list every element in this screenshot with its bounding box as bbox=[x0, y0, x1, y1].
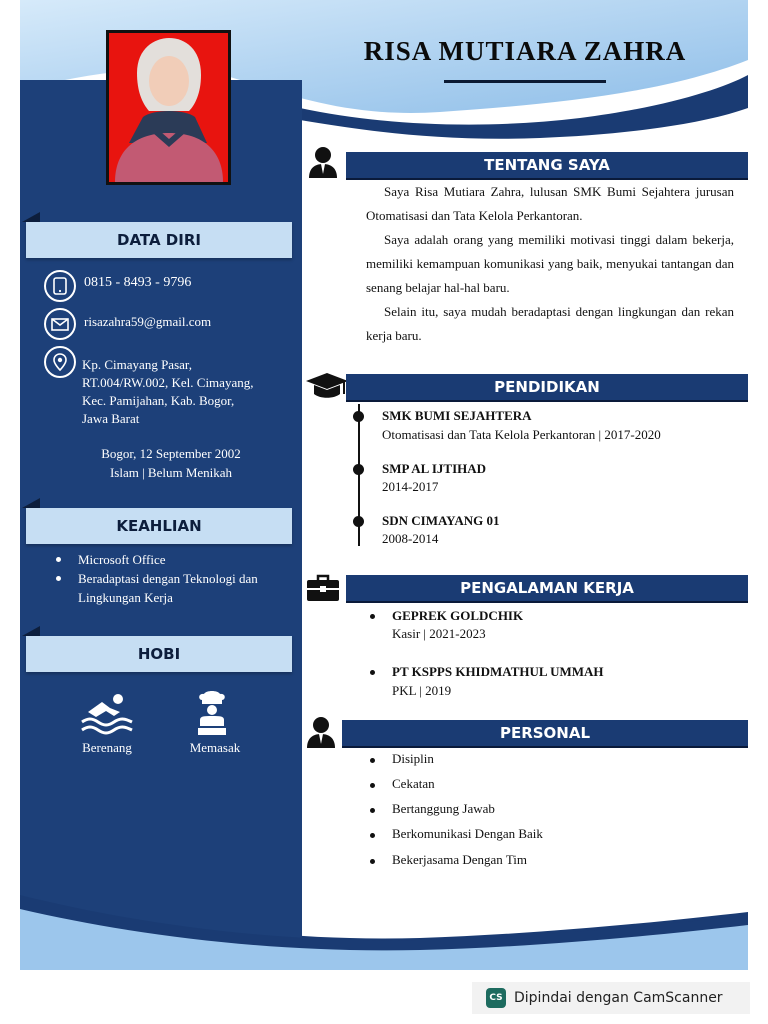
personal-trait: Bekerjasama Dengan Tim bbox=[392, 852, 528, 867]
camscanner-watermark bbox=[472, 982, 750, 1014]
list-bullet bbox=[370, 670, 375, 675]
personal-trait: Berkomunikasi Dengan Baik bbox=[392, 826, 543, 841]
address-line: Jawa Barat bbox=[82, 411, 140, 426]
school-detail: Otomatisasi dan Tata Kelola Perkantoran | 2017-2020 bbox=[382, 427, 661, 442]
address-line: RT.004/RW.002, Kel. Cimayang, bbox=[82, 375, 254, 390]
timeline-dot bbox=[353, 411, 364, 422]
job-title: GEPREK GOLDCHIK bbox=[392, 608, 524, 623]
section-keahlian-heading: KEAHLIAN bbox=[26, 508, 292, 544]
graduation-cap-icon bbox=[304, 372, 350, 405]
list-bullet bbox=[370, 808, 375, 813]
phone-icon bbox=[44, 270, 76, 302]
religion-marital-status: Islam | Belum Menikah bbox=[109, 465, 233, 480]
section-notch bbox=[22, 498, 40, 508]
personal-trait: Cekatan bbox=[392, 776, 435, 791]
hobby-label: Berenang bbox=[82, 740, 132, 755]
section-tentang-heading: TENTANG SAYA bbox=[346, 152, 748, 180]
briefcase-icon bbox=[306, 574, 340, 607]
swimming-icon bbox=[80, 690, 134, 741]
list-bullet bbox=[370, 833, 375, 838]
person-icon bbox=[308, 146, 338, 183]
address-line: Kp. Cimayang Pasar, bbox=[82, 357, 192, 372]
list-bullet bbox=[370, 783, 375, 788]
about-paragraph: Selain itu, saya mudah beradaptasi dengan lingkungan dan rekan kerja baru. bbox=[366, 304, 734, 343]
profile-photo bbox=[106, 30, 231, 185]
address-line: Kec. Pamijahan, Kab. Bogor, bbox=[82, 393, 235, 408]
person-icon bbox=[306, 716, 336, 753]
bottom-wave bbox=[20, 895, 748, 970]
section-data-diri-heading: DATA DIRI bbox=[26, 222, 292, 258]
camscanner-text: Dipindai dengan CamScanner bbox=[514, 990, 723, 1006]
section-notch bbox=[22, 212, 40, 222]
school-detail: 2008-2014 bbox=[382, 531, 439, 546]
school-name: SMP AL IJTIHAD bbox=[382, 461, 487, 476]
timeline-dot bbox=[353, 464, 364, 475]
school-name: SDN CIMAYANG 01 bbox=[382, 513, 500, 528]
school-name: SMK BUMI SEJAHTERA bbox=[382, 408, 532, 423]
list-bullet bbox=[370, 614, 375, 619]
email-icon bbox=[44, 308, 76, 340]
list-bullet bbox=[370, 758, 375, 763]
camscanner-logo: CS bbox=[486, 988, 506, 1008]
section-pengalaman-heading: PENGALAMAN KERJA bbox=[346, 575, 748, 603]
job-detail: Kasir | 2021-2023 bbox=[392, 626, 486, 641]
section-personal-heading: PERSONAL bbox=[342, 720, 748, 748]
location-icon bbox=[44, 346, 76, 378]
about-paragraph: Saya Risa Mutiara Zahra, lulusan SMK Bumi Sejahtera jurusan Otomatisasi dan Tata Kelola Perkantoran. bbox=[366, 184, 734, 223]
job-detail: PKL | 2019 bbox=[392, 683, 452, 698]
phone-number: 0815 - 8493 - 9796 bbox=[84, 275, 192, 290]
skill-item: Microsoft Office bbox=[52, 550, 292, 569]
birth-place-date: Bogor, 12 September 2002 bbox=[101, 446, 241, 461]
section-hobi-heading: HOBI bbox=[26, 636, 292, 672]
section-pendidikan-heading: PENDIDIKAN bbox=[346, 374, 748, 402]
job-title: PT KSPPS KHIDMATHUL UMMAH bbox=[392, 664, 604, 679]
home-address bbox=[82, 356, 292, 428]
timeline-dot bbox=[353, 516, 364, 527]
skill-item: Beradaptasi dengan Teknologi dan Lingkungan Kerja bbox=[52, 569, 292, 607]
section-notch bbox=[22, 626, 40, 636]
chef-cooking-icon bbox=[194, 690, 230, 741]
list-bullet bbox=[370, 859, 375, 864]
email-address: risazahra59@gmail.com bbox=[84, 314, 212, 329]
skills-list bbox=[52, 550, 292, 607]
person-portrait bbox=[109, 33, 228, 182]
name-underline bbox=[444, 80, 606, 83]
personal-trait: Bertanggung Jawab bbox=[392, 801, 495, 816]
school-detail: 2014-2017 bbox=[382, 479, 439, 494]
hobby-label: Memasak bbox=[189, 740, 241, 755]
full-name: RISA MUTIARA ZAHRA bbox=[363, 36, 687, 66]
personal-trait: Disiplin bbox=[392, 751, 434, 766]
about-paragraph: Saya adalah orang yang memiliki motivasi tinggi dalam bekerja, memiliki kemampuan komunikasi yang baik, menyukai tantangan dan senang belajar hal-hal baru. bbox=[366, 232, 734, 295]
